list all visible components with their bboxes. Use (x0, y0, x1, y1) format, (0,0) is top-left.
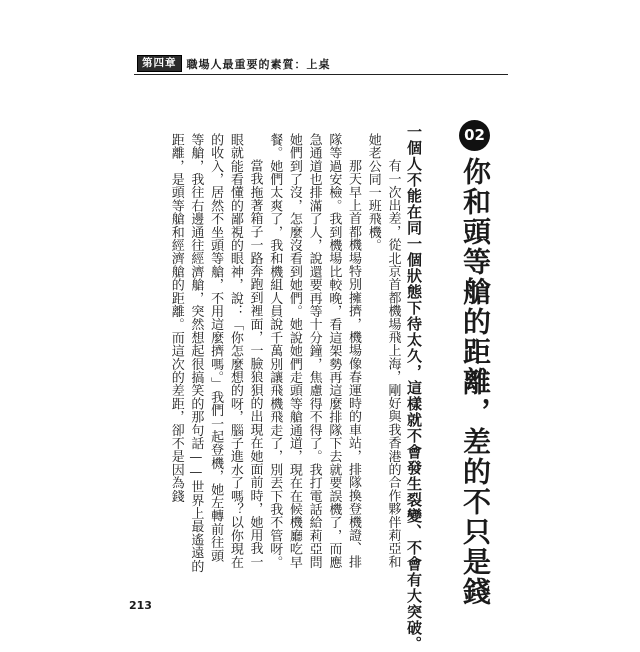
section-title: 你和頭等艙的距離，差的不只是錢 (459, 157, 492, 607)
page-number: 213 (129, 599, 152, 612)
chapter-title: 職場人最重要的素質：上桌 (186, 57, 331, 71)
body-text (166, 133, 402, 573)
header-divider (134, 74, 508, 75)
running-header (137, 55, 331, 72)
section-number: 02 (459, 120, 490, 151)
section-subtitle: 一個人不能在同一個狀態下待太久，這樣就不會發生裂變、不會有大突破。 (405, 124, 423, 652)
paragraph: 那天早上首都機場特別擁擠，機場像春運時的車站，排隊換登機證、排隊等過安檢。我到機場比較晚，看這架勢再這麼排隊下去就要誤機了，而應急通道也排滿了人，說還要再等十分鐘，焦慮得不得了。我打電話給莉亞問她們到了沒，怎麼沒看到她們。她說她們走頭等艙通道，現在在候機廳吃早餐。她們太爽了，我和機組人員說千萬別讓飛機飛走了，別丟下我不管呀。 (267, 133, 362, 569)
paragraph: 當我拖著箱子一路奔跑到裡面，一臉狼狽的出現在她面前時，她用我一眼就能看懂的鄙視的眼神，說：「你怎麼想的呀，腦子進水了嗎？以你現在的收入，居然不坐頭等艙，不用這麼擠嗎。」我們一起登機，她左轉前往頭等艙，我往右邊通往經濟艙，突然想起很搞笑的那句話——世界上最遙遠的距離，是頭等艙和經濟艙的距離。而這次的差距，卻不是因為錢 (168, 133, 263, 573)
paragraph: 有一次出差，從北京首都機場飛上海，剛好與我香港的合作夥伴莉亞和她老公同一班飛機。 (365, 133, 401, 569)
chapter-badge: 第四章 (137, 55, 182, 72)
